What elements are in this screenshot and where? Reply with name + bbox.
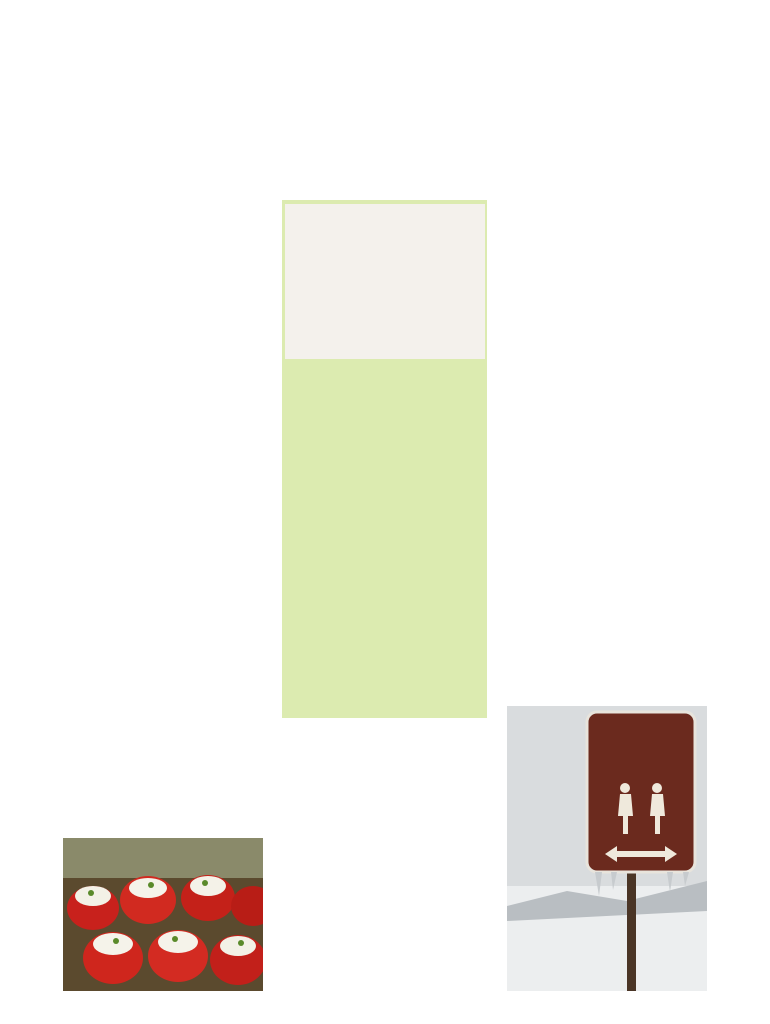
stuffed-tomatoes-photo [63,838,263,991]
appalachian-trail-sign-photo [507,706,707,991]
masthead-title [92,30,692,170]
dot-divider [172,174,472,188]
footer-dot-divider [312,940,462,952]
fruit-skewers-photo [285,204,485,359]
